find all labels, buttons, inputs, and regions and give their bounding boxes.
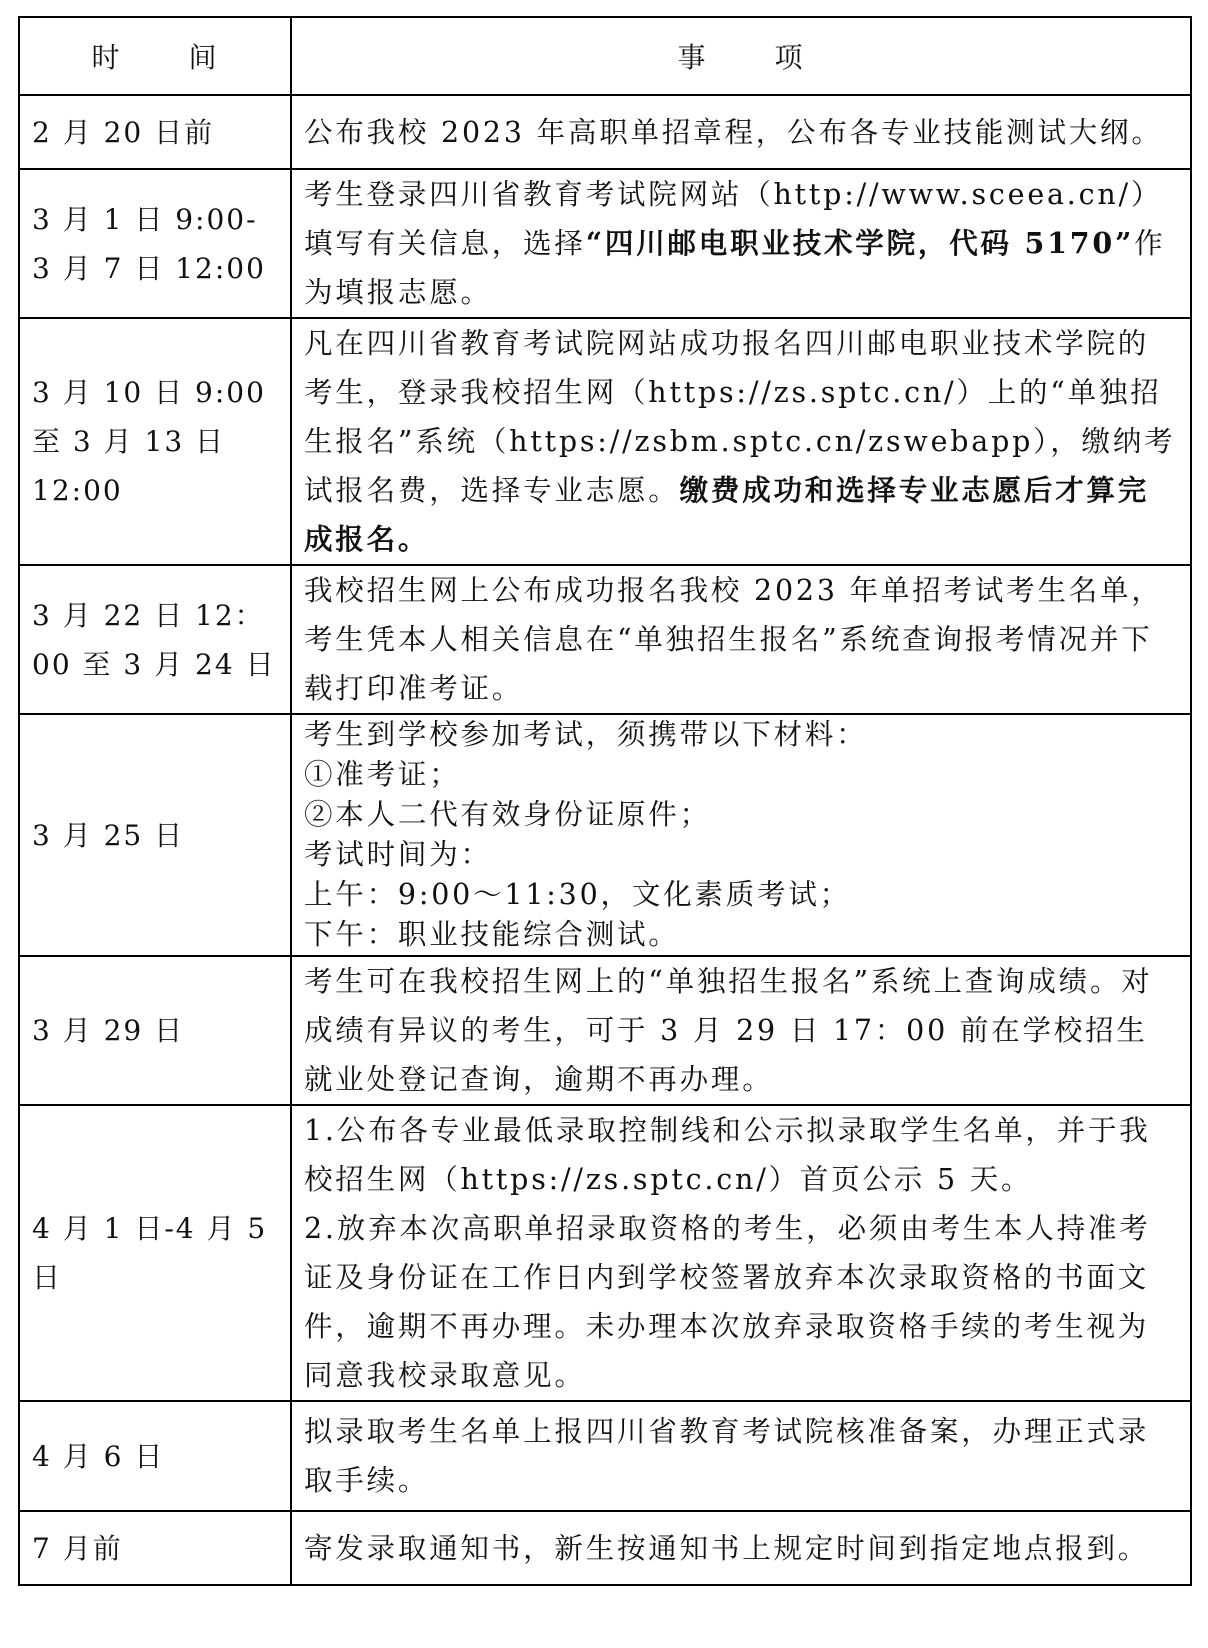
row-item: 我校招生网上公布成功报名我校 2023 年单招考试考生名单，考生凭本人相关信息在“单独招生报名”系统查询报考情况并下载打印准考证。 <box>291 565 1191 714</box>
row-item <box>291 714 1191 956</box>
row-item-line: 考生到学校参加考试，须携带以下材料： <box>304 718 868 751</box>
table-row <box>19 565 1191 714</box>
row-time: 3 月 1 日 9:00-3 月 7 日 12:00 <box>19 169 291 318</box>
row-item-bold-text: 缴费成功和选择专业志愿后才算完成报名。 <box>304 473 1150 556</box>
row-time: 7 月前 <box>19 1511 291 1585</box>
table-row <box>19 1511 1191 1585</box>
row-time: 3 月 10 日 9:00 至 3 月 13 日 12:00 <box>19 318 291 565</box>
row-time: 4 月 6 日 <box>19 1401 291 1511</box>
admission-schedule-table <box>18 16 1192 1586</box>
row-item-line: 考试时间为： <box>304 838 492 871</box>
table-header-row <box>19 17 1191 95</box>
row-item-paragraph: 2.放弃本次高职单招录取资格的考生，必须由考生本人持准考证及身份证在工作日内到学校签署放弃本次录取资格的书面文件，逾期不再办理。未办理本次放弃录取资格手续的考生视为同意我校录取意见。 <box>304 1212 1151 1392</box>
table-row <box>19 714 1191 956</box>
table-row <box>19 169 1191 318</box>
row-time: 3 月 25 日 <box>19 714 291 956</box>
row-item: 拟录取考生名单上报四川省教育考试院核准备案，办理正式录取手续。 <box>291 1401 1191 1511</box>
table-row <box>19 956 1191 1105</box>
table-row <box>19 1105 1191 1401</box>
row-item: 考生可在我校招生网上的“单独招生报名”系统上查询成绩。对成绩有异议的考生，可于 3 月 29 日 17：00 前在学校招生就业处登记查询，逾期不再办理。 <box>291 956 1191 1105</box>
row-item-line: ①准考证； <box>304 758 461 791</box>
row-item-paragraph: 1.公布各专业最低录取控制线和公示拟录取学生名单，并于我校招生网（https://zs.sptc.cn/）首页公示 5 天。 <box>304 1114 1151 1196</box>
row-item-text: 考生登录四川省教育考试院网站（http://www.sceea.cn/）填写有关信息，选择 <box>304 178 1163 260</box>
row-time: 4 月 1 日-4 月 5 日 <box>19 1105 291 1401</box>
row-item-line: ②本人二代有效身份证原件； <box>304 798 711 831</box>
row-item-text: 作为填报志愿。 <box>304 227 1166 309</box>
row-item <box>291 318 1191 565</box>
row-item-bold-text: “四川邮电职业技术学院，代码 5170” <box>585 226 1135 260</box>
row-item <box>291 169 1191 318</box>
table-row <box>19 1401 1191 1511</box>
row-item <box>291 1105 1191 1401</box>
row-item: 寄发录取通知书，新生按通知书上规定时间到指定地点报到。 <box>291 1511 1191 1585</box>
row-item: 公布我校 2023 年高职单招章程，公布各专业技能测试大纲。 <box>291 95 1191 169</box>
row-time: 2 月 20 日前 <box>19 95 291 169</box>
row-time: 3 月 29 日 <box>19 956 291 1105</box>
row-time: 3 月 22 日 12：00 至 3 月 24 日 <box>19 565 291 714</box>
row-item-line: 下午：职业技能综合测试。 <box>304 918 680 951</box>
header-item: 事 项 <box>291 17 1191 95</box>
row-item-line: 上午：9:00～11:30，文化素质考试； <box>304 878 851 911</box>
table-row <box>19 95 1191 169</box>
table-row <box>19 318 1191 565</box>
row-item-text: 凡在四川省教育考试院网站成功报名四川邮电职业技术学院的考生，登录我校招生网（https://zs.sptc.cn/）上的“单独招生报名”系统（https://zsbm.sptc.cn/zswebapp），缴纳考试报名费，选择专业志愿。 <box>304 327 1176 507</box>
header-time: 时 间 <box>19 17 291 95</box>
